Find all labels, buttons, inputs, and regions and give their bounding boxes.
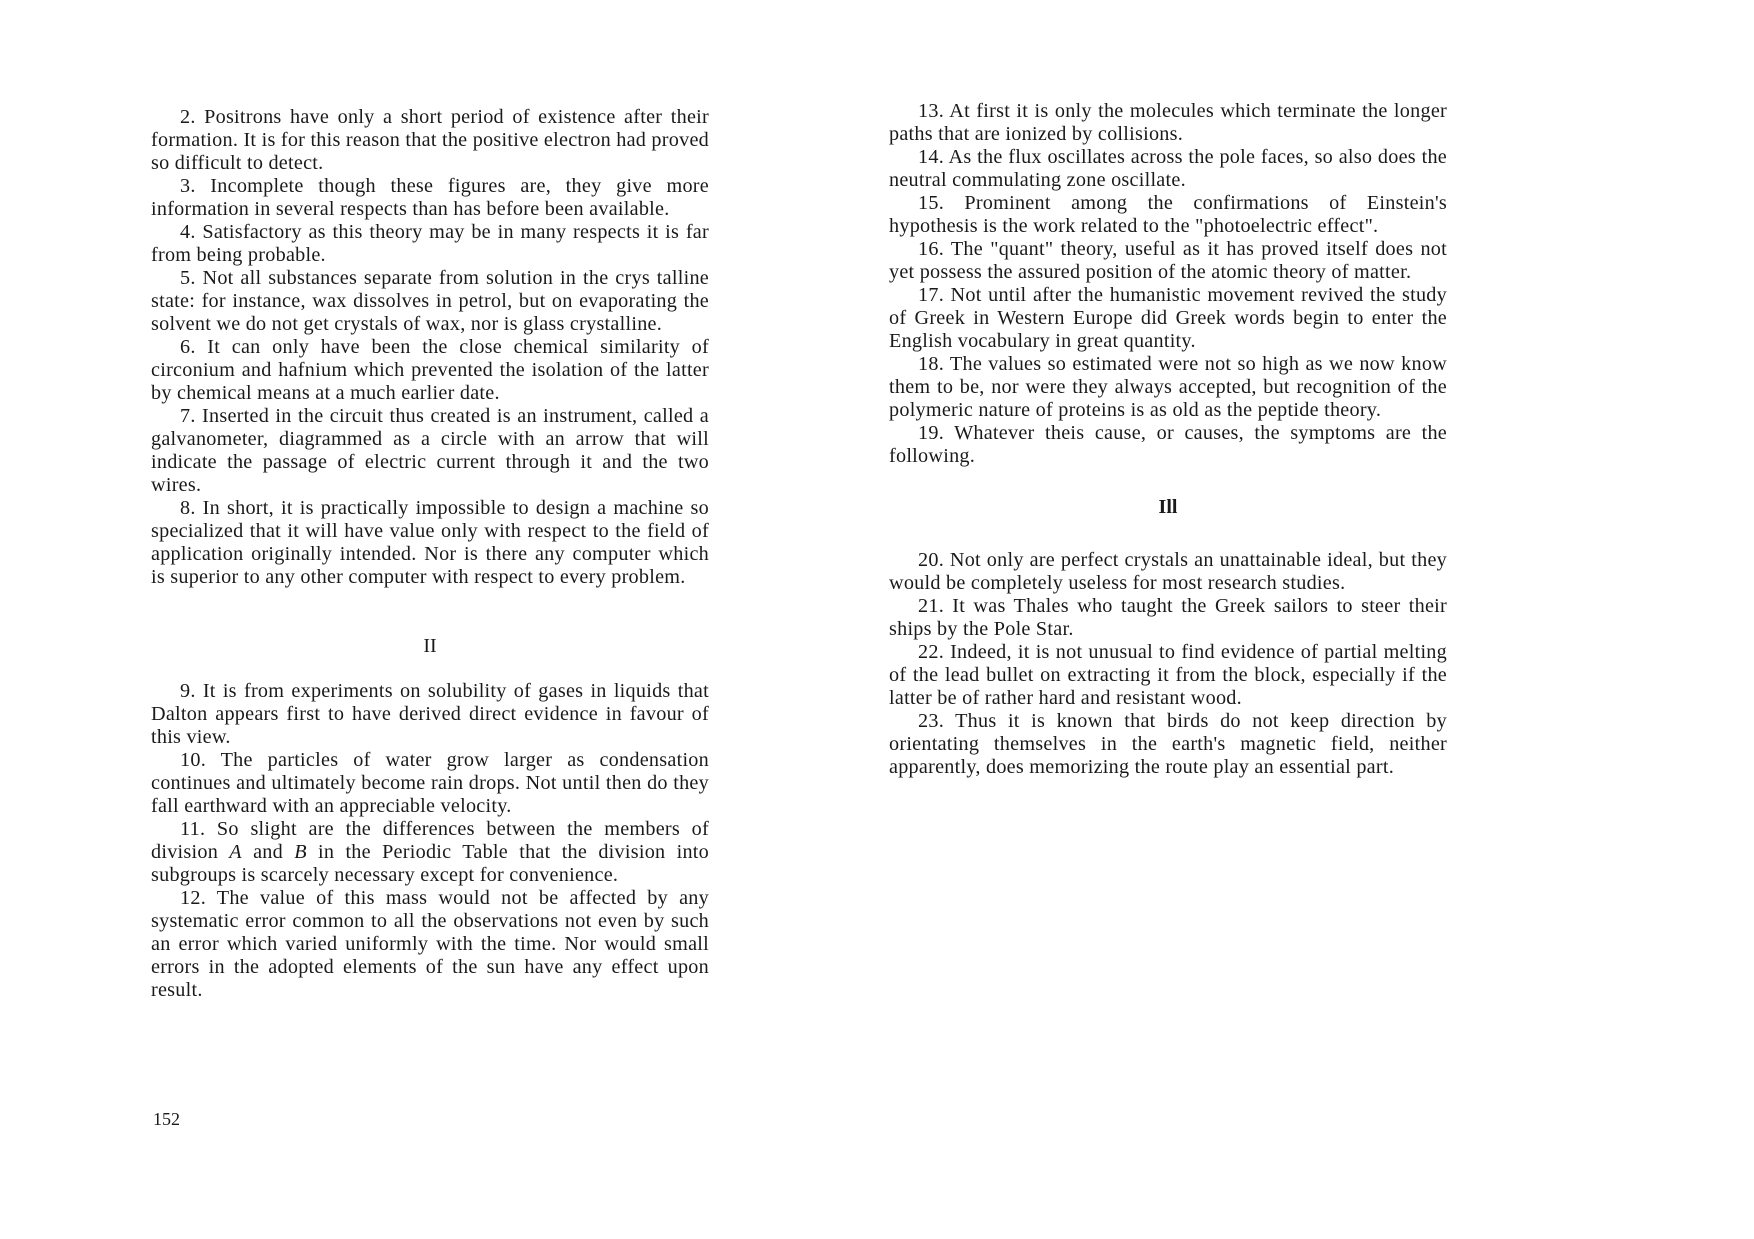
paragraph-11-text-2: and (241, 841, 295, 863)
section-heading-iii: Ill (1158, 496, 1178, 518)
paragraph-17: 17. Not until after the humanistic movement revived the study of Greek in Western Europe did Greek words begin to enter the English vocabulary in great quantity. (889, 284, 1447, 352)
paragraph-5: 5. Not all substances separate from solution in the crys talline state: for instance, wax dissolves in petrol, but on evaporating the solvent we do not get crystals of wax, nor is glass crystalline. (151, 267, 709, 335)
paragraph-11 (151, 818, 709, 887)
paragraph-3: 3. Incomplete though these figures are, they give more information in several respects than has before been available. (151, 175, 709, 220)
paragraph-9: 9. It is from experiments on solubility of gases in liquids that Dalton appears first to have derived direct evidence in favour of this view. (151, 680, 709, 748)
right-text-column (889, 100, 1447, 779)
page-number: 152 (153, 1109, 180, 1129)
paragraph-23: 23. Thus it is known that birds do not keep direction by orientating themselves in the earth's magnetic field, neither apparently, does memorizing the route play an essential part. (889, 710, 1447, 778)
paragraph-18: 18. The values so estimated were not so high as we now know them to be, nor were they always accepted, but recognition of the polymeric nature of proteins is as old as the peptide theory. (889, 353, 1447, 421)
paragraph-10: 10. The particles of water grow larger as condensation continues and ultimately become rain drops. Not until then do they fall earthward with an appreciable velocity. (151, 749, 709, 817)
paragraph-8: 8. In short, it is practically impossible to design a machine so specialized that it will have value only with respect to the field of application originally intended. Nor is there any computer which is superior to any other computer with respect to every problem. (151, 497, 709, 588)
left-text-column (151, 106, 709, 1002)
right-page (877, 0, 1754, 1239)
paragraph-11-text-3: in the Periodic Table that the division into subgroups is scarcely necessary except for convenience. (151, 841, 710, 886)
paragraph-19: 19. Whatever theis cause, or causes, the symptoms are the following. (889, 422, 1447, 467)
paragraph-20: 20. Not only are perfect crystals an unattainable ideal, but they would be completely useless for most research studies. (889, 549, 1447, 594)
paragraph-12: 12. The value of this mass would not be affected by any systematic error common to all the observations not even by such an error which varied uniformly with the time. Nor would small errors in the adopted elements of the sun have any effect upon result. (151, 887, 709, 1001)
paragraph-6: 6. It can only have been the close chemical similarity of circonium and hafnium which prevented the isolation of the latter by chemical means at a much earlier date. (151, 336, 709, 404)
section-heading-ii: II (423, 635, 437, 657)
paragraph-2: 2. Positrons have only a short period of existence after their formation. It is for this reason that the positive electron had proved so difficult to detect. (151, 106, 709, 174)
paragraph-14: 14. As the flux oscillates across the pole faces, so also does the neutral commulating zone oscillate. (889, 146, 1447, 191)
paragraph-21: 21. It was Thales who taught the Greek sailors to steer their ships by the Pole Star. (889, 595, 1447, 640)
division-a-label: A (229, 841, 242, 863)
paragraph-7: 7. Inserted in the circuit thus created is an instrument, called a galvanometer, diagrammed as a circle with an arrow that will indicate the passage of electric current through it and the two wires. (151, 405, 709, 496)
paragraph-4: 4. Satisfactory as this theory may be in many respects it is far from being probable. (151, 221, 709, 266)
paragraph-13: 13. At first it is only the molecules which terminate the longer paths that are ionized by collisions. (889, 100, 1447, 145)
paragraph-22: 22. Indeed, it is not unusual to find evidence of partial melting of the lead bullet on extracting it from the block, especially if the latter be of rather hard and resistant wood. (889, 641, 1447, 709)
division-b-label: B (294, 841, 307, 863)
paragraph-16: 16. The "quant" theory, useful as it has proved itself does not yet possess the assured position of the atomic theory of matter. (889, 238, 1447, 283)
paragraph-15: 15. Prominent among the confirmations of Einstein's hypothesis is the work related to the "photoelectric effect". (889, 192, 1447, 237)
paragraph-11-text-1: 11. So slight are the differences between the members of division (151, 818, 709, 863)
